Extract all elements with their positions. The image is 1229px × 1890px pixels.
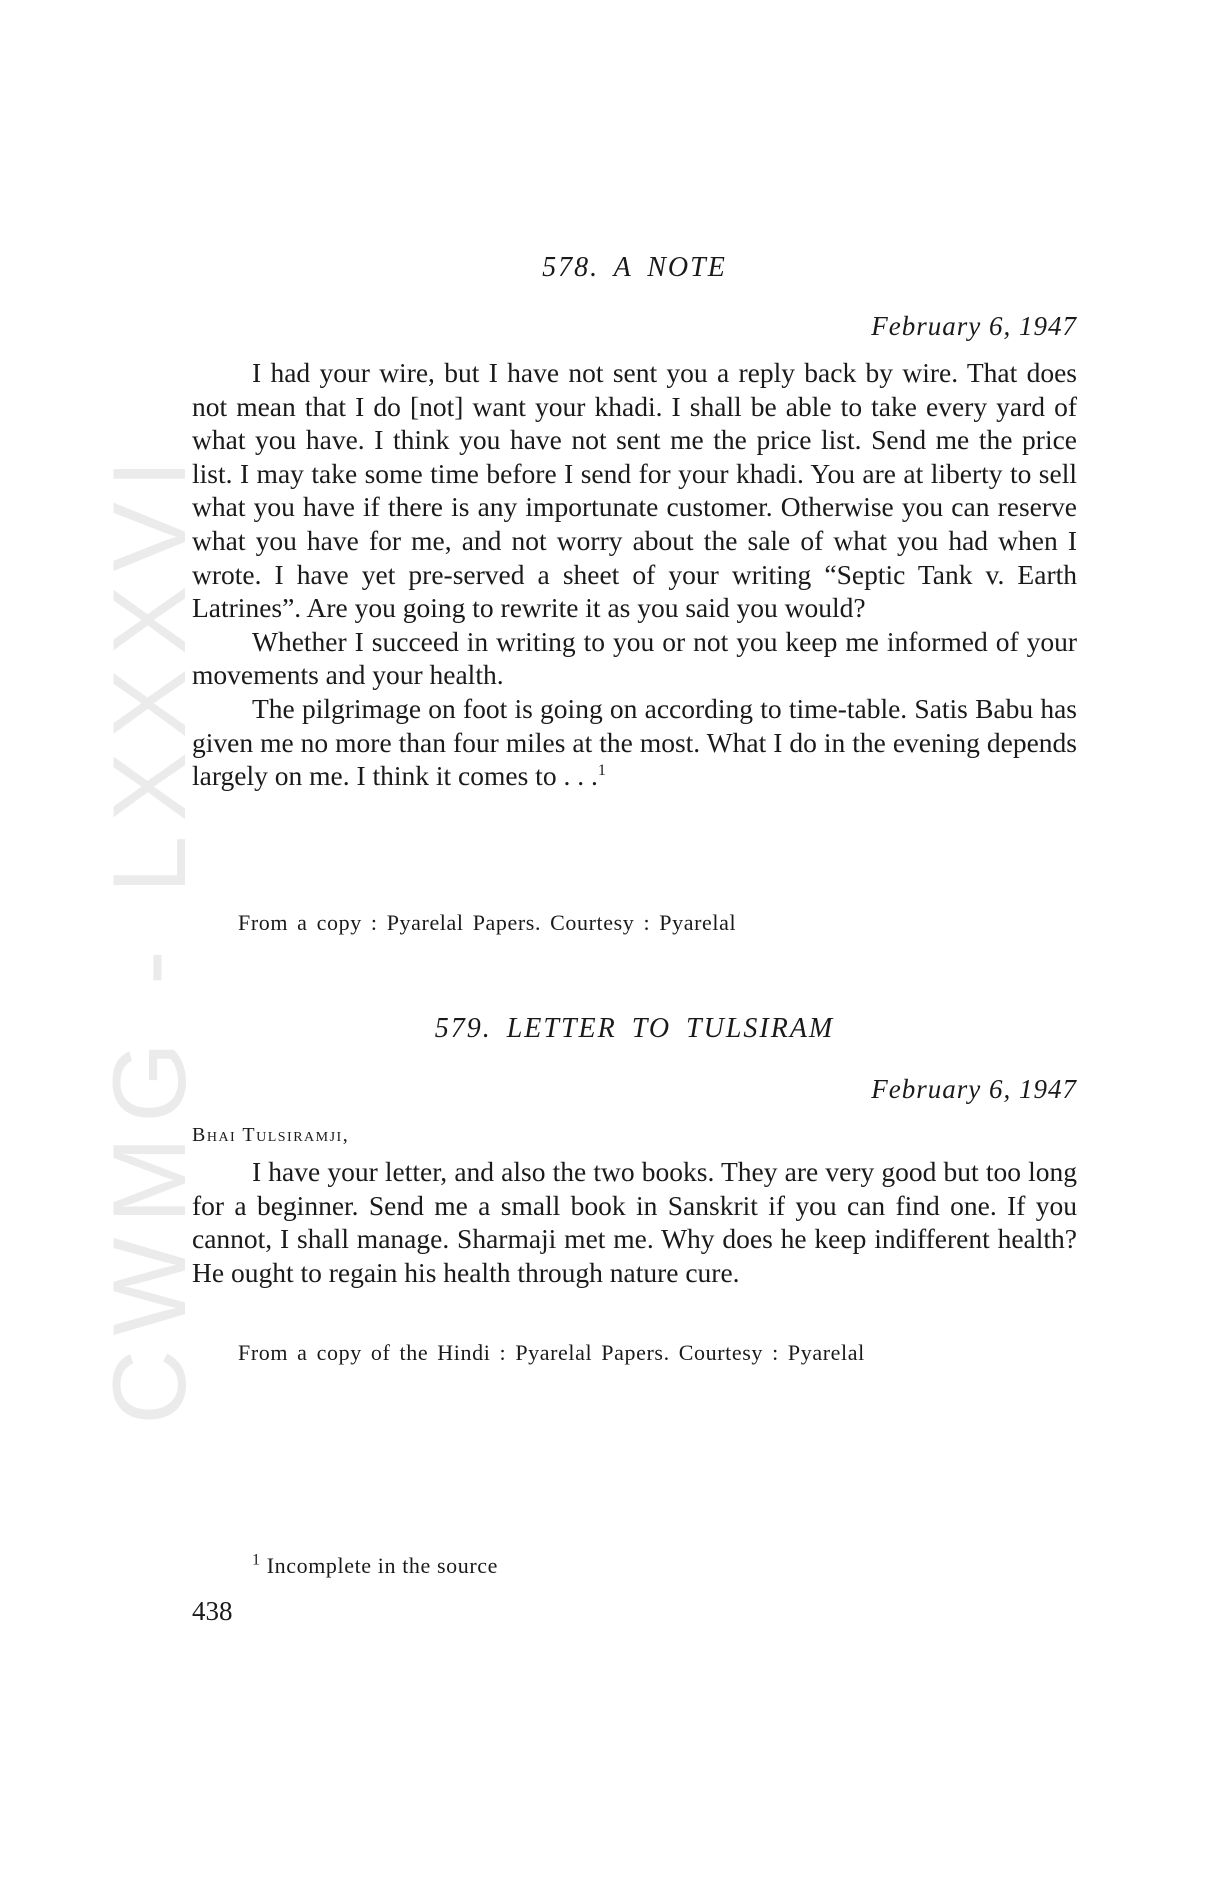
doc-579-salutation: Bhai Tulsiramji, bbox=[192, 1124, 350, 1146]
footnote-text: Incomplete in the source bbox=[266, 1553, 498, 1578]
footnote bbox=[192, 1553, 1137, 1579]
doc-578-body bbox=[192, 356, 1077, 793]
watermark-text: CWMG - LXXXVI bbox=[92, 445, 208, 1425]
doc-579-source: From a copy of the Hindi : Pyarelal Papers. Courtesy : Pyarelal bbox=[238, 1340, 865, 1365]
footnote-number: 1 bbox=[252, 1551, 261, 1569]
watermark bbox=[92, 300, 208, 1570]
doc-578-heading: 578. A NOTE bbox=[542, 252, 727, 283]
doc-579-date: February 6, 1947 bbox=[871, 1074, 1077, 1104]
doc-579-paragraph: I have your letter, and also the two books. They are very good but too long for a beginner. Send me a small book in Sanskrit if you can find one. If you cannot, I shall manage. Sharmaji met me. Why does he keep indifferent health? He ought to regain his health through nature cure. bbox=[192, 1156, 1077, 1288]
footnote-reference: 1 bbox=[597, 761, 606, 779]
doc-578-paragraph: Whether I succeed in writing to you or not you keep me informed of your movements and your health. bbox=[192, 625, 1077, 691]
doc-578-paragraph bbox=[192, 692, 1077, 793]
doc-578-paragraph: I had your wire, but I have not sent you a reply back by wire. That does not mean that I do [not] want your khadi. I shall be able to take every yard of what you have. I think you have not sent me the price list. Send me the price list. I may take some time before I send for your khadi. You are at liberty to sell what you have if there is any importunate customer. Otherwise you can reserve what you have for me, and not worry about the sale of what you had when I wrote. I have yet pre-served a sheet of your writing “Septic Tank v. Earth Latrines”. Are you going to rewrite it as you said you would? bbox=[192, 357, 1077, 624]
doc-578-paragraph-text: The pilgrimage on foot is going on according to time-table. Satis Babu has given me no more than four miles at the most. What I do in the evening depends largely on me. I think it comes to . . . bbox=[192, 692, 1077, 792]
page-number: 438 bbox=[192, 1596, 233, 1626]
doc-579-body bbox=[192, 1155, 1077, 1289]
doc-578-source: From a copy : Pyarelal Papers. Courtesy : Pyarelal bbox=[238, 910, 737, 935]
doc-578-date: February 6, 1947 bbox=[871, 311, 1077, 341]
doc-579-heading: 579. LETTER TO TULSIRAM bbox=[434, 1013, 835, 1044]
